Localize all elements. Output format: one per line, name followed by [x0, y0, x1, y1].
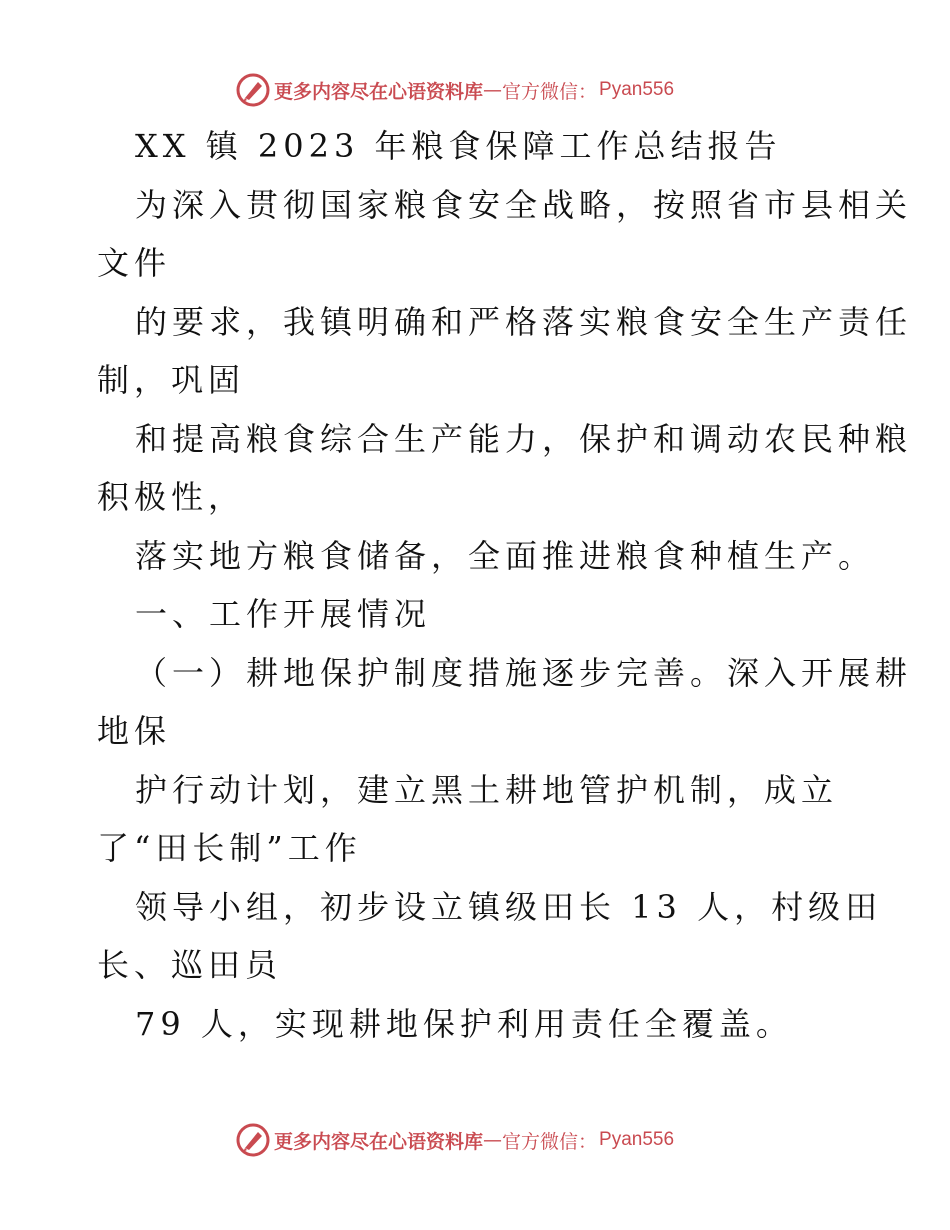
document-title: XX 镇 2023 年粮食保障工作总结报告 [135, 127, 782, 165]
banner-wechat-id: Pyan556 [599, 1129, 675, 1150]
body-line: 文件 [97, 244, 172, 282]
body-line: 了“田长制”工作 [97, 829, 362, 867]
body-line: 护行动计划，建立黑土耕地管护机制，成立 [135, 771, 839, 809]
subsection-heading: （一）耕地保护制度措施逐步完善。深入开展耕 [135, 654, 913, 692]
header-banner [236, 70, 716, 110]
section-heading: 一、工作开展情况 [135, 595, 432, 633]
banner-dash: — [483, 79, 503, 101]
body-line: 79 人，实现耕地保护利用责任全覆盖。 [135, 1005, 793, 1043]
footer-banner [236, 1120, 716, 1160]
pen-nib-logo-icon [236, 1123, 270, 1157]
body-line: 为深入贯彻国家粮食安全战略，按照省市县相关 [135, 186, 913, 224]
banner-wechat-id: Pyan556 [599, 79, 675, 100]
body-line: 的要求，我镇明确和严格落实粮食安全生产责任 [135, 303, 913, 341]
body-line: 落实地方粮食储备，全面推进粮食种植生产。 [135, 537, 876, 575]
banner-wechat-label: 官方微信： [502, 80, 598, 103]
banner-text: 更多内容尽在心语资料库 [274, 1130, 484, 1153]
body-line: 地保 [97, 712, 172, 750]
body-line: 制，巩固 [97, 361, 246, 399]
body-line: 和提高粮食综合生产能力，保护和调动农民种粮 [135, 420, 913, 458]
pen-nib-logo-icon [236, 73, 270, 107]
body-line: 积极性， [97, 478, 246, 516]
banner-dash: — [483, 1129, 503, 1151]
banner-wechat-label: 官方微信： [502, 1130, 598, 1153]
banner-text: 更多内容尽在心语资料库 [274, 80, 484, 103]
body-line: 长、巡田员 [97, 946, 283, 984]
body-line: 领导小组，初步设立镇级田长 13 人，村级田 [135, 888, 883, 926]
